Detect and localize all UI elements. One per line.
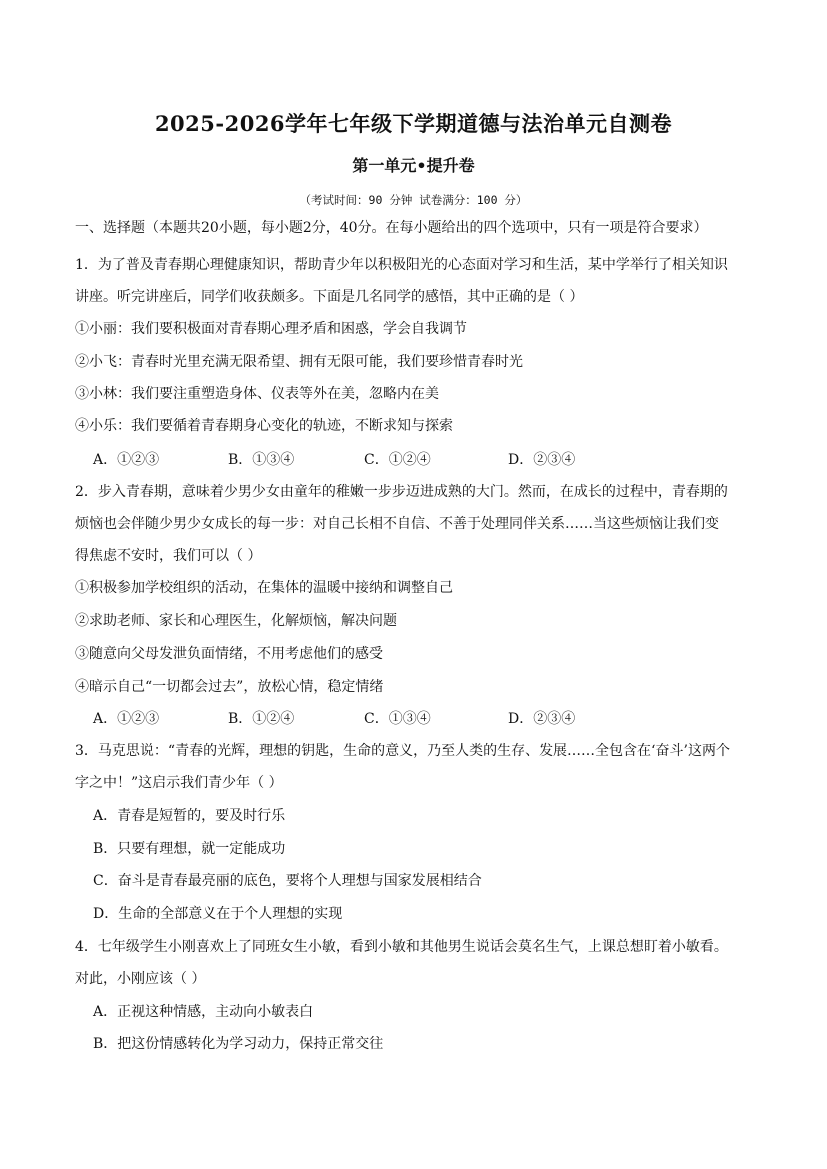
q1-statement: ③小林：我们要注重塑造身体、仪表等外在美，忽略内在美 [75,386,439,402]
q1-option-b[interactable]: B．①③④ [228,452,295,468]
q2-statement: ①积极参加学校组织的活动，在集体的温暖中接纳和调整自己 [75,580,453,596]
q3-stem-line: 字之中！”这启示我们青少年（ ） [75,775,283,791]
section-heading: 一、选择题（本题共20小题，每小题2分，40分。在每小题给出的四个选项中，只有一项是符合要求） [75,220,708,236]
q3-option-c[interactable]: C．奋斗是青春最亮丽的底色，要将个人理想与国家发展相结合 [93,873,482,889]
q2-stem-line: 得焦虑不安时，我们可以（ ） [75,548,262,564]
q1-statement: ②小飞：青春时光里充满无限希望、拥有无限可能，我们要珍惜青春时光 [75,354,523,370]
q2-option-a[interactable]: A．①②③ [93,711,160,727]
q4-option-b[interactable]: B．把这份情感转化为学习动力，保持正常交往 [93,1036,384,1052]
q2-option-c[interactable]: C．①③④ [364,711,431,727]
q1-option-a[interactable]: A．①②③ [93,452,160,468]
exam-title: 2025-2026学年七年级下学期道德与法治单元自测卷 [154,111,673,136]
q2-stem-line: 烦恼也会伴随少男少女成长的每一步：对自己长相不自信、不善于处理同伴关系……当这些烦恼让我们变 [75,516,719,532]
q2-statement: ②求助老师、家长和心理医生，化解烦恼，解决问题 [75,613,397,629]
q2-statement: ③随意向父母发泄负面情绪，不用考虑他们的感受 [75,646,383,662]
q1-option-d[interactable]: D．②③④ [508,452,576,468]
q2-stem-line: 2．步入青春期，意味着少男少女由童年的稚嫩一步步迈进成熟的大门。然而，在成长的过程中，青春期的 [75,484,728,500]
exam-subtitle: 第一单元•提升卷 [352,156,475,175]
q2-option-b[interactable]: B．①②④ [228,711,295,727]
q4-stem-line: 对此，小刚应该（ ） [75,971,206,987]
q3-option-d[interactable]: D．生命的全部意义在于个人理想的实现 [93,906,343,922]
q1-option-c[interactable]: C．①②④ [364,452,431,468]
q2-statement: ④暗示自己“一切都会过去”，放松心情，稳定情绪 [75,679,384,695]
q1-statement: ④小乐：我们要循着青春期身心变化的轨迹，不断求知与探索 [75,418,453,434]
q4-option-a[interactable]: A．正视这种情感，主动向小敏表白 [93,1004,314,1020]
q4-stem-line: 4．七年级学生小刚喜欢上了同班女生小敏，看到小敏和其他男生说话会莫名生气，上课总想盯着小敏看。 [75,939,728,955]
q1-stem-line: 1．为了普及青春期心理健康知识，帮助青少年以积极阳光的心态面对学习和生活，某中学举行了相关知识 [75,257,728,273]
q1-statement: ①小丽：我们要积极面对青春期心理矛盾和困惑，学会自我调节 [75,321,467,337]
q2-option-d[interactable]: D．②③④ [508,711,576,727]
q1-options [93,450,653,470]
q1-stem-line: 讲座。听完讲座后，同学们收获颇多。下面是几名同学的感悟，其中正确的是（ ） [75,289,584,305]
q3-stem-line: 3．马克思说：“青春的光辉，理想的钥匙，生命的意义，乃至人类的生存、发展……全包含在‘奋斗’这两个 [75,743,730,759]
q2-options [93,709,653,729]
q3-option-b[interactable]: B．只要有理想，就一定能成功 [93,841,286,857]
q3-option-a[interactable]: A．青春是短暂的，要及时行乐 [93,808,286,824]
exam-time-and-score: （考试时间：90 分钟 试卷满分：100 分） [299,193,528,207]
